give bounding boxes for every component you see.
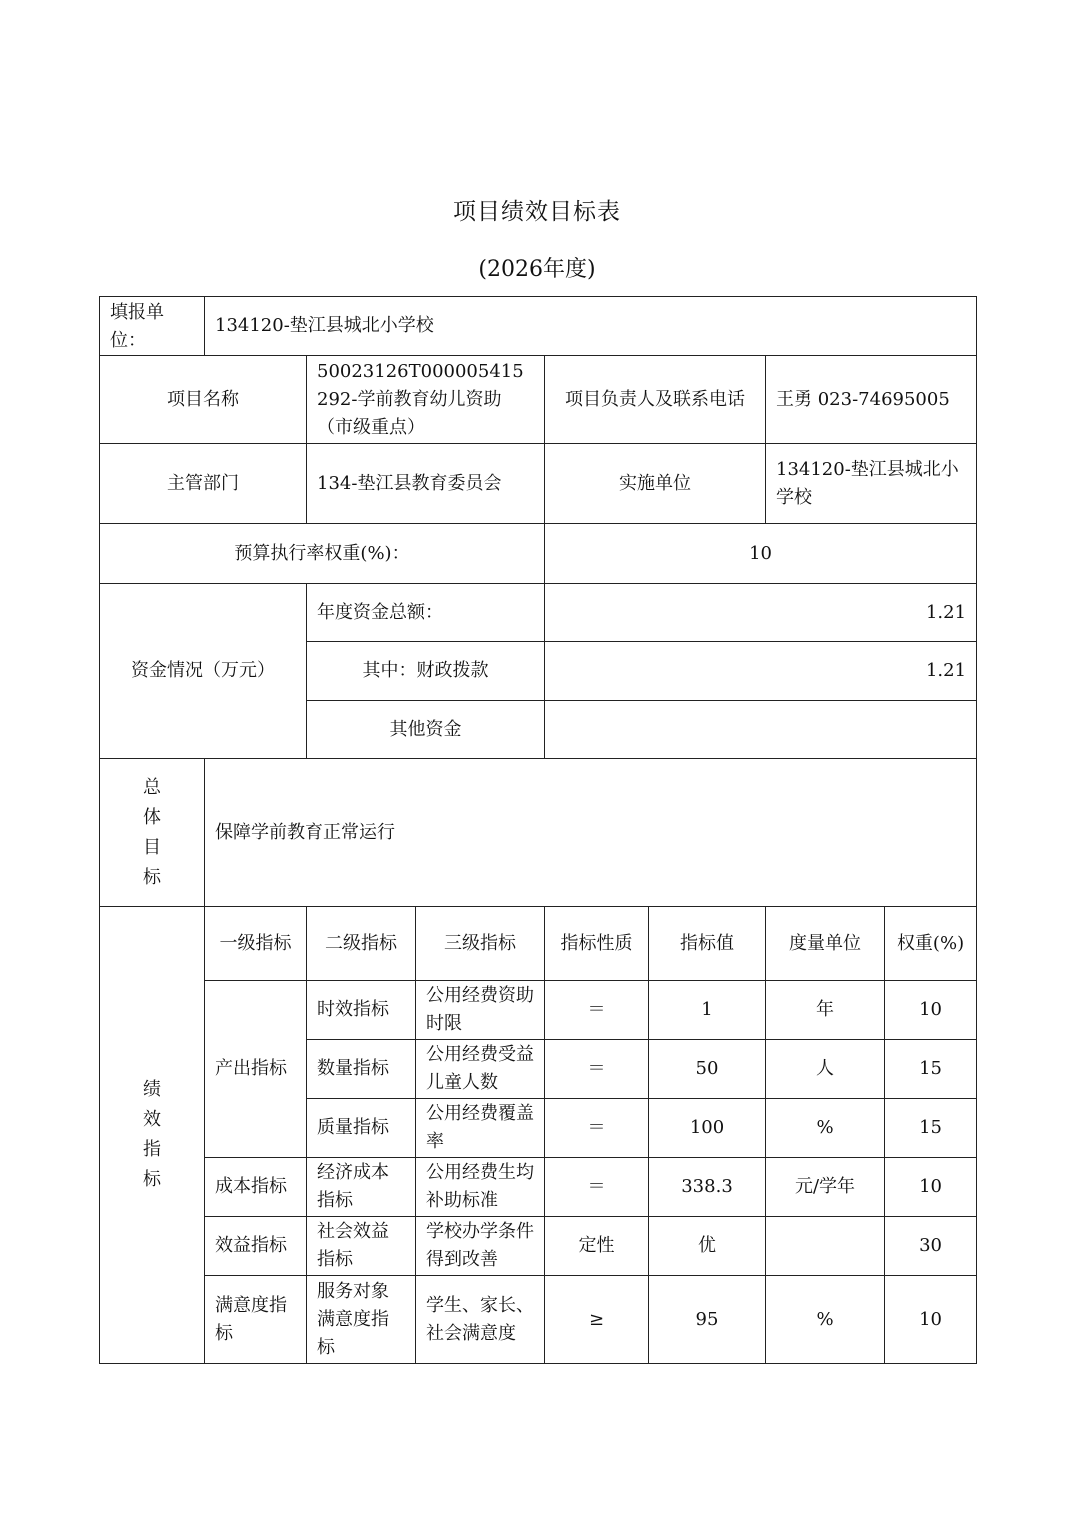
unit-cell: % xyxy=(766,1276,885,1364)
unit-cell: 元/学年 xyxy=(766,1158,885,1217)
table-row xyxy=(100,981,977,1040)
unit-cell: 人 xyxy=(766,1040,885,1099)
header-level1: 一级指标 xyxy=(205,907,307,981)
unit-value: 134120-垫江县城北小学校 xyxy=(205,297,977,356)
funds-total-row xyxy=(100,584,977,642)
level1-cell: 成本指标 xyxy=(205,1158,307,1217)
nature-cell: 定性 xyxy=(545,1217,649,1276)
value-cell: 338.3 xyxy=(649,1158,766,1217)
header-nature: 指标性质 xyxy=(545,907,649,981)
annual-total-label: 年度资金总额： xyxy=(307,584,545,642)
value-cell: 1 xyxy=(649,981,766,1040)
dept-label: 主管部门 xyxy=(100,444,307,524)
value-cell: 50 xyxy=(649,1040,766,1099)
level3-cell: 公用经费覆盖率 xyxy=(416,1099,545,1158)
level2-cell: 质量指标 xyxy=(307,1099,416,1158)
impl-label: 实施单位 xyxy=(545,444,766,524)
page-title: 项目绩效目标表 xyxy=(453,199,621,225)
nature-cell: ＝ xyxy=(545,1040,649,1099)
project-name-value: 50023126T000005415292-学前教育幼儿资助（市级重点） xyxy=(307,356,545,444)
table-row xyxy=(100,1276,977,1364)
performance-table xyxy=(99,296,977,1364)
nature-cell: ＝ xyxy=(545,1099,649,1158)
indicator-label: 绩 效 指 标 xyxy=(100,907,205,1364)
level2-cell: 经济成本指标 xyxy=(307,1158,416,1217)
goal-label: 总 体 目 标 xyxy=(100,759,205,907)
table-row xyxy=(100,1158,977,1217)
level2-cell: 服务对象满意度指标 xyxy=(307,1276,416,1364)
weight-cell: 10 xyxy=(885,1158,977,1217)
level3-cell: 学校办学条件得到改善 xyxy=(416,1217,545,1276)
fiscal-label: 其中：财政拨款 xyxy=(307,642,545,701)
level3-cell: 学生、家长、社会满意度 xyxy=(416,1276,545,1364)
funds-label: 资金情况（万元） xyxy=(100,584,307,759)
table-row xyxy=(100,1217,977,1276)
contact-label: 项目负责人及联系电话 xyxy=(545,356,766,444)
value-cell: 100 xyxy=(649,1099,766,1158)
weight-cell: 10 xyxy=(885,1276,977,1364)
fiscal-value: 1.21 xyxy=(545,642,977,701)
level2-cell: 社会效益指标 xyxy=(307,1217,416,1276)
level3-cell: 公用经费生均补助标准 xyxy=(416,1158,545,1217)
nature-cell: ≥ xyxy=(545,1276,649,1364)
budget-rate-value: 10 xyxy=(545,524,977,584)
header-level3: 三级指标 xyxy=(416,907,545,981)
unit-cell: % xyxy=(766,1099,885,1158)
goal-value: 保障学前教育正常运行 xyxy=(205,759,977,907)
header-unit: 度量单位 xyxy=(766,907,885,981)
unit-cell xyxy=(766,1217,885,1276)
header-level2: 二级指标 xyxy=(307,907,416,981)
impl-value: 134120-垫江县城北小学校 xyxy=(766,444,977,524)
unit-label: 填报单位： xyxy=(100,297,205,356)
level1-cell: 满意度指标 xyxy=(205,1276,307,1364)
weight-cell: 15 xyxy=(885,1099,977,1158)
nature-cell: ＝ xyxy=(545,981,649,1040)
weight-cell: 15 xyxy=(885,1040,977,1099)
level2-cell: 数量指标 xyxy=(307,1040,416,1099)
other-label: 其他资金 xyxy=(307,701,545,759)
value-cell: 优 xyxy=(649,1217,766,1276)
dept-value: 134-垫江县教育委员会 xyxy=(307,444,545,524)
level3-cell: 公用经费受益儿童人数 xyxy=(416,1040,545,1099)
header-weight: 权重(%) xyxy=(885,907,977,981)
annual-total-value: 1.21 xyxy=(545,584,977,642)
level3-cell: 公用经费资助时限 xyxy=(416,981,545,1040)
level1-cell: 产出指标 xyxy=(205,981,307,1158)
unit-row xyxy=(100,297,977,356)
dept-row xyxy=(100,444,977,524)
value-cell: 95 xyxy=(649,1276,766,1364)
budget-rate-label: 预算执行率权重(%)： xyxy=(100,524,545,584)
header-value: 指标值 xyxy=(649,907,766,981)
other-value xyxy=(545,701,977,759)
project-row xyxy=(100,356,977,444)
nature-cell: ＝ xyxy=(545,1158,649,1217)
page-subtitle: (2026年度) xyxy=(478,257,596,282)
goal-row xyxy=(100,759,977,907)
level1-cell: 效益指标 xyxy=(205,1217,307,1276)
level2-cell: 时效指标 xyxy=(307,981,416,1040)
unit-cell: 年 xyxy=(766,981,885,1040)
contact-value: 王勇 023-74695005 xyxy=(766,356,977,444)
project-name-label: 项目名称 xyxy=(100,356,307,444)
weight-cell: 30 xyxy=(885,1217,977,1276)
weight-cell: 10 xyxy=(885,981,977,1040)
indicator-header-row xyxy=(100,907,977,981)
budget-rate-row xyxy=(100,524,977,584)
